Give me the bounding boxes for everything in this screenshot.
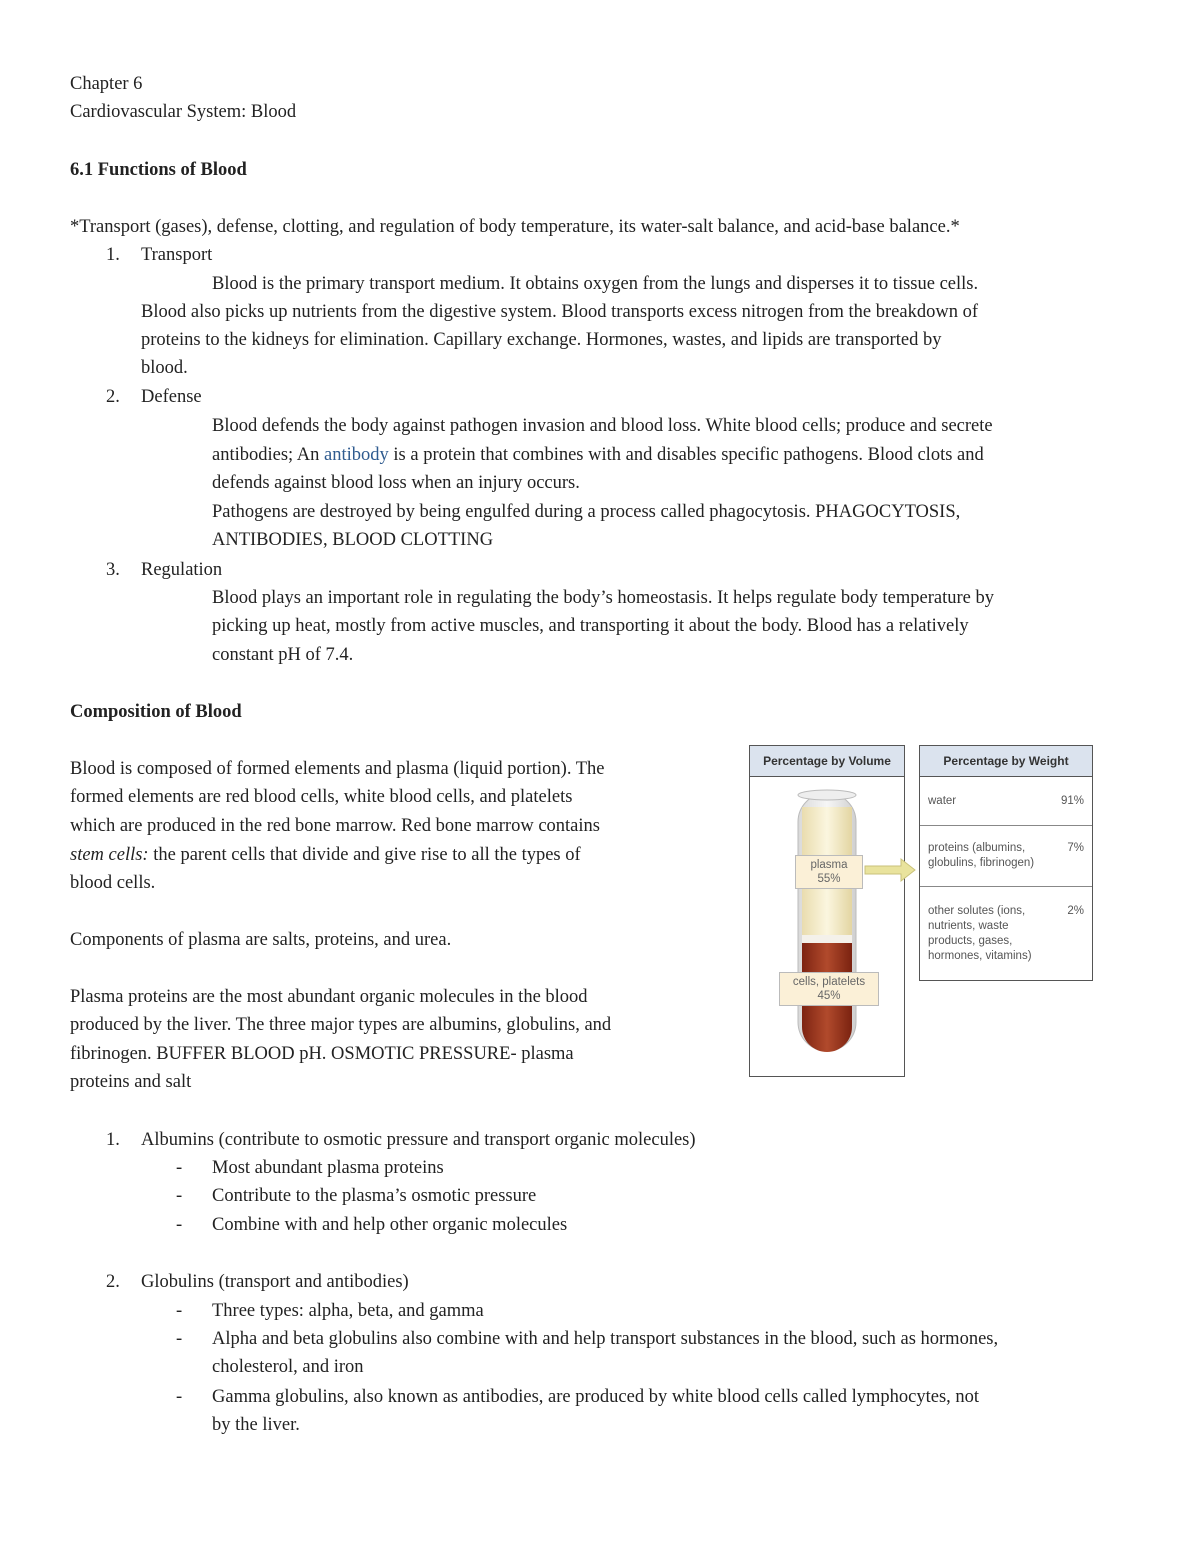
- bullet-item-continued: cholesterol, and iron: [212, 1357, 364, 1377]
- weight-panel: [919, 745, 1093, 981]
- paragraph-line: blood cells.: [70, 873, 156, 893]
- bullet-item: Most abundant plasma proteins: [212, 1158, 444, 1178]
- list-number: 3.: [106, 560, 120, 580]
- paragraph-line: constant pH of 7.4.: [212, 645, 354, 665]
- paragraph-line: which are produced in the red bone marrow. Red bone marrow contains: [70, 816, 600, 836]
- list-number: 1.: [106, 1130, 120, 1150]
- list-number: 1.: [106, 245, 120, 265]
- paragraph-line: picking up heat, mostly from active muscles, and transporting it about the body. Blood has a relatively: [212, 616, 969, 636]
- divider: [920, 886, 1092, 887]
- chapter-label: Chapter 6: [70, 74, 143, 94]
- paragraph-line: defends against blood loss when an injury occurs.: [212, 473, 580, 493]
- paragraph-plasma-components: Components of plasma are salts, proteins, and urea.: [70, 930, 452, 950]
- weight-row-proteins: [928, 841, 1084, 873]
- list-number: 2.: [106, 1272, 120, 1292]
- cells-label-tag: [779, 972, 879, 1006]
- tube-rim: [798, 790, 856, 800]
- bullet-mark: -: [176, 1329, 183, 1349]
- plasma-percent: 55%: [817, 873, 841, 885]
- section-heading-composition: Composition of Blood: [70, 702, 242, 722]
- bullet-mark: -: [176, 1215, 183, 1235]
- antibody-link[interactable]: antibody: [324, 445, 389, 465]
- paragraph-line: Blood plays an important role in regulating the body’s homeostasis. It helps regulate body temperature by: [212, 588, 994, 608]
- paragraph-line: Blood also picks up nutrients from the digestive system. Blood transports excess nitrogen from the breakdown of: [141, 302, 978, 322]
- weight-row-label: water: [928, 795, 957, 807]
- weight-row-water: [928, 794, 1084, 810]
- paragraph-line: blood.: [141, 358, 188, 378]
- paragraph-line: fibrinogen. BUFFER BLOOD pH. OSMOTIC PRESSURE- plasma: [70, 1044, 574, 1064]
- bullet-item-continued: by the liver.: [212, 1415, 300, 1435]
- paragraph-line-with-link: [212, 441, 984, 469]
- cells-label: cells, platelets: [792, 976, 866, 988]
- cells-percent: 45%: [817, 990, 841, 1002]
- bullet-item: Alpha and beta globulins also combine with and help transport substances in the blood, such as hormones,: [212, 1329, 999, 1349]
- functions-summary: *Transport (gases), defense, clotting, and regulation of body temperature, its water-salt balance, and acid-base balance.*: [70, 217, 960, 237]
- bullet-mark: -: [176, 1387, 183, 1407]
- bullet-mark: -: [176, 1301, 183, 1321]
- text-run: is a protein that combines with and disables specific pathogens. Blood clots and: [388, 445, 984, 465]
- weight-row-percent: 2%: [1067, 905, 1084, 917]
- bullet-mark: -: [176, 1158, 183, 1178]
- divider: [920, 825, 1092, 826]
- item-title-transport: Transport: [141, 245, 213, 265]
- bullet-mark: -: [176, 1186, 183, 1206]
- paragraph-line: proteins and salt: [70, 1072, 192, 1092]
- plasma-label-tag: [795, 855, 863, 889]
- paragraph-line: Plasma proteins are the most abundant organic molecules in the blood: [70, 987, 588, 1007]
- paragraph-line: proteins to the kidneys for elimination. Capillary exchange. Hormones, wastes, and lipids are transported by: [141, 330, 942, 350]
- paragraph-line: produced by the liver. The three major types are albumins, globulins, and: [70, 1015, 612, 1035]
- paragraph-line: formed elements are red blood cells, white blood cells, and platelets: [70, 787, 573, 807]
- weight-row-percent: 7%: [1067, 842, 1084, 854]
- paragraph-line: Blood is composed of formed elements and plasma (liquid portion). The: [70, 759, 605, 779]
- item-title-defense: Defense: [141, 387, 202, 407]
- text-run: antibodies; An: [212, 445, 325, 465]
- globulins-title: Globulins (transport and antibodies): [141, 1272, 409, 1292]
- paragraph-line: Pathogens are destroyed by being engulfed during a process called phagocytosis. PHAGOCYTOSIS,: [212, 502, 961, 522]
- weight-row-label: proteins (albumins, globulins, fibrinogen): [928, 842, 1035, 869]
- item-title-regulation: Regulation: [141, 560, 223, 580]
- weight-row-label: other solutes (ions, nutrients, waste products, gases, hormones, vitamins): [928, 905, 1032, 962]
- list-number: 2.: [106, 387, 120, 407]
- buffy-coat: [802, 935, 852, 943]
- paragraph-line-stem-cells: [70, 841, 581, 869]
- stem-cells-term: stem cells:: [70, 845, 149, 865]
- paragraph-line: Blood defends the body against pathogen invasion and blood loss. White blood cells; produce and secrete: [212, 416, 993, 436]
- chapter-title: Cardiovascular System: Blood: [70, 102, 297, 122]
- text-run: the parent cells that divide and give rise to all the types of: [148, 845, 581, 865]
- bullet-item: Three types: alpha, beta, and gamma: [212, 1301, 484, 1321]
- weight-row-percent: 91%: [1060, 795, 1084, 807]
- weight-row-other-solutes: [928, 904, 1084, 968]
- plasma-label: plasma: [810, 859, 848, 871]
- bullet-item: Combine with and help other organic molecules: [212, 1215, 568, 1235]
- volume-header: Percentage by Volume: [750, 746, 904, 777]
- paragraph-line: ANTIBODIES, BLOOD CLOTTING: [212, 530, 494, 550]
- paragraph-line: Blood is the primary transport medium. It obtains oxygen from the lungs and disperses it to tissue cells.: [212, 274, 979, 294]
- weight-header: Percentage by Weight: [920, 746, 1092, 777]
- bullet-item: Contribute to the plasma’s osmotic pressure: [212, 1186, 537, 1206]
- albumins-title: Albumins (contribute to osmotic pressure and transport organic molecules): [141, 1130, 696, 1150]
- bullet-item: Gamma globulins, also known as antibodies, are produced by white blood cells called lymphocytes, not: [212, 1387, 980, 1407]
- section-heading-functions: 6.1 Functions of Blood: [70, 160, 247, 180]
- plasma-to-weight-arrow: [865, 859, 915, 881]
